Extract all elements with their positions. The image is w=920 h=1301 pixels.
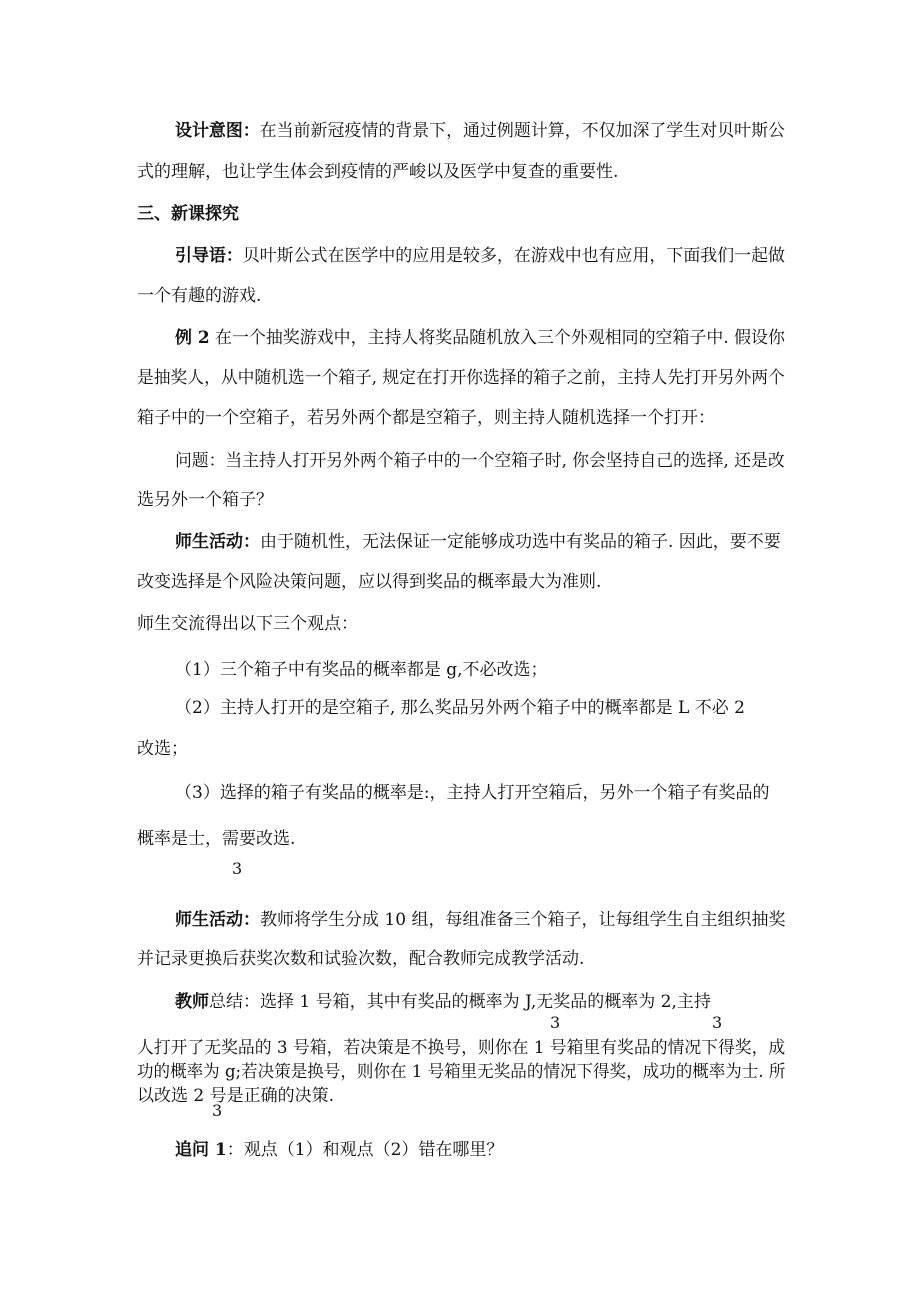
summary-text-1: 总结：选择 1 号箱，其中有奖品的概率为 J,无奖品的概率为 2,主持 [209, 992, 711, 1012]
summary-line-1 [175, 991, 711, 1013]
followup-label: 追问 1 [175, 1140, 227, 1160]
summary-line-4: 以改选 2 号是正确的决策. [137, 1086, 335, 1106]
design-intent-text-1: 在当前新冠疫情的背景下，通过例题计算，不仅加深了学生对贝叶斯公 [259, 121, 785, 141]
example-label: 例 2 [175, 328, 210, 348]
followup-line [175, 1139, 503, 1161]
view-2-line-2: 改选； [137, 739, 188, 759]
question-line-1: 问题：当主持人打开另外两个箱子中的一个空箱子时, 你会坚持自己的选择, 还是改 [175, 451, 785, 471]
design-intent-line-2: 式的理解，也让学生体会到疫情的严峻以及医学中复查的重要性. [137, 162, 619, 182]
summary-fraction-denominator-c: 3 [212, 1101, 223, 1120]
exchange-line: 师生交流得出以下三个观点： [137, 614, 358, 634]
summary-line-3: 功的概率为 g;若决策是换号，则你在 1 号箱里无奖品的情况下得奖，成功的概率为士. 所 [137, 1062, 786, 1082]
activity2-line-2: 并记录更换后获奖次数和试验次数，配合教师完成教学活动. [137, 949, 585, 969]
activity1-label: 师生活动： [175, 532, 260, 552]
summary-fraction-denominator-a: 3 [550, 1013, 561, 1032]
question-line-2: 选另外一个箱子？ [137, 490, 273, 510]
intro-text-1: 贝叶斯公式在医学中的应用是较多，在游戏中也有应用，下面我们一起做 [242, 246, 785, 266]
summary-fraction-denominator-b: 3 [712, 1013, 723, 1032]
activity1-line-2: 改变选择是个风险决策问题，应以得到奖品的概率最大为准则. [137, 572, 602, 592]
view-3-fraction-denominator: 3 [232, 859, 243, 878]
design-intent-line-1 [175, 120, 785, 142]
activity2-line-1 [175, 909, 785, 931]
summary-label: 教师 [175, 992, 209, 1012]
example-line-2: 是抽奖人，从中随机选一个箱子, 规定在打开你选择的箱子之前，主持人先打开另外两个 [137, 368, 785, 388]
activity1-text-1: 由于随机性，无法保证一定能够成功选中有奖品的箱子. 因此，要不要 [260, 532, 781, 552]
intro-line-2: 一个有趣的游戏. [137, 286, 262, 306]
example-text-1: 在一个抽奖游戏中，主持人将奖品随机放入三个外观相同的空箱子中. 假设你 [209, 328, 785, 348]
activity2-text-1: 教师将学生分成 10 组，每组准备三个箱子，让每组学生自主组织抽奖 [260, 910, 786, 930]
section-heading: 三、新课探究 [137, 204, 239, 224]
view-1: （1）三个箱子中有奖品的概率都是 g,不必改选； [175, 660, 548, 680]
activity1-line-1 [175, 531, 781, 553]
view-2-line-1: （2）主持人打开的是空箱子, 那么奖品另外两个箱子中的概率都是 L 不必 2 [175, 698, 745, 718]
intro-label: 引导语： [175, 246, 243, 266]
view-3-line-2: 概率是士，需要改选. [137, 829, 296, 849]
example-line-3: 箱子中的一个空箱子，若另外两个都是空箱子，则主持人随机选择一个打开： [137, 408, 715, 428]
activity2-label: 师生活动： [175, 910, 260, 930]
design-intent-label: 设计意图： [175, 121, 260, 141]
view-3-line-1: （3）选择的箱子有奖品的概率是:，主持人打开空箱后，另外一个箱子有奖品的 [175, 783, 770, 803]
followup-text: ：观点（1）和观点（2）错在哪里？ [226, 1140, 504, 1160]
intro-line-1 [175, 245, 785, 267]
summary-line-2: 人打开了无奖品的 3 号箱，若决策是不换号，则你在 1 号箱里有奖品的情况下得奖，成 [137, 1038, 786, 1058]
example-line-1 [175, 327, 785, 349]
